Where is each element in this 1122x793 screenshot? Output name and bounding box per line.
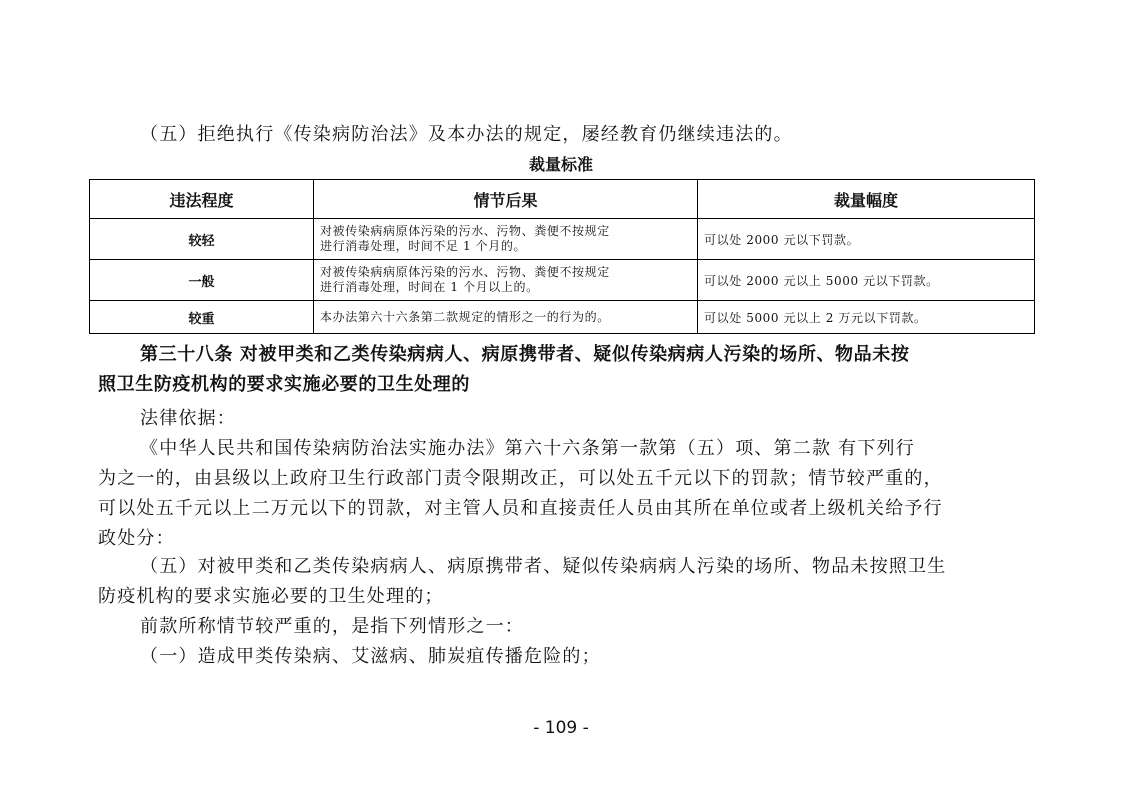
consequence-line: 对被传染病病原体污染的污水、污物、粪便不按规定 (320, 265, 610, 279)
intro-clause: （五）拒绝执行《传染病防治法》及本办法的规定，屡经教育仍继续违法的。 (140, 124, 793, 145)
body-line: 为之一的，由县级以上政府卫生行政部门责令限期改正，可以处五千元以下的罚款；情节较严重的， (98, 468, 943, 489)
header-circumstances: 情节后果 (314, 180, 698, 219)
consequence-cell (314, 301, 698, 334)
consequence-line: 本办法第六十六条第二款规定的情形之一的行为的。 (320, 309, 610, 324)
table-row (90, 260, 1035, 301)
serious-item-1: （一）造成甲类传染病、艾滋病、肺炭疽传播危险的； (140, 646, 601, 667)
legal-basis-label: 法律依据： (140, 408, 236, 429)
body-line: 可以处五千元以上二万元以下的罚款，对主管人员和直接责任人员由其所在单位或者上级机关给予行 (98, 498, 943, 519)
consequence-line: 进行消毒处理，时间不足 1 个月的。 (320, 239, 527, 253)
table-row (90, 219, 1035, 260)
article-heading-line-1: 第三十八条 对被甲类和乙类传染病病人、病原携带者、疑似传染病病人污染的场所、物品未按 (140, 344, 910, 365)
item5-line: （五）对被甲类和乙类传染病病人、病原携带者、疑似传染病病人污染的场所、物品未按照卫生 (140, 556, 947, 577)
body-line: 政处分： (98, 528, 175, 549)
consequence-line: 对被传染病病原体污染的污水、污物、粪便不按规定 (320, 224, 610, 238)
consequence-line: 进行消毒处理，时间在 1 个月以上的。 (320, 280, 539, 294)
consequence-cell (314, 260, 698, 301)
page-number: - 109 - (533, 718, 589, 738)
table-row (90, 301, 1035, 334)
table-caption: 裁量标准 (528, 155, 593, 174)
table-header-row (90, 180, 1035, 219)
consequence-cell (314, 219, 698, 260)
item5-line: 防疫机构的要求实施必要的卫生处理的； (98, 586, 444, 607)
level-cell: 一般 (90, 260, 314, 301)
body-line: 《中华人民共和国传染病防治法实施办法》第六十六条第一款第（五）项、第二款 有下列行 (140, 438, 915, 459)
article-heading-line-2: 照卫生防疫机构的要求实施必要的卫生处理的 (98, 374, 470, 395)
level-cell: 较轻 (90, 219, 314, 260)
level-cell: 较重 (90, 301, 314, 334)
penalty-cell: 可以处 2000 元以下罚款。 (698, 219, 1035, 260)
discretion-standard-table (89, 179, 1035, 334)
header-violation-level: 违法程度 (90, 180, 314, 219)
serious-intro: 前款所称情节较严重的，是指下列情形之一： (140, 616, 524, 637)
penalty-cell: 可以处 5000 元以上 2 万元以下罚款。 (698, 301, 1035, 334)
header-penalty-range: 裁量幅度 (698, 180, 1035, 219)
penalty-cell: 可以处 2000 元以上 5000 元以下罚款。 (698, 260, 1035, 301)
